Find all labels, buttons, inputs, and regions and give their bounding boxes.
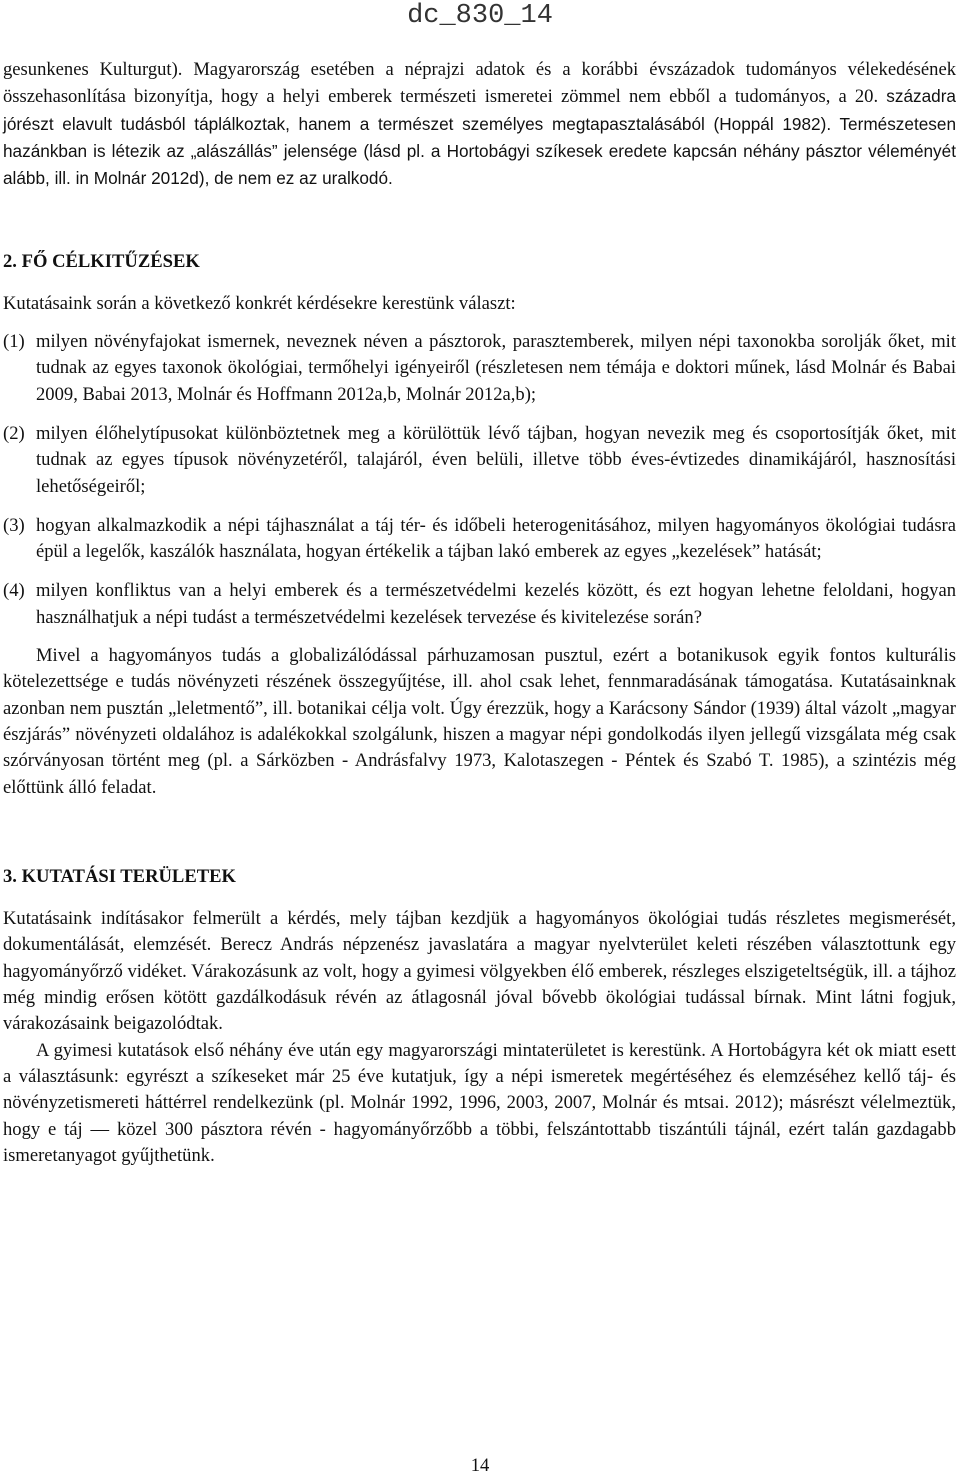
objective-text: hogyan alkalmazkodik a népi tájhasználat a táj tér- és időbeli heterogenitásához, milyen hagyományos ökológiai tudásra épül a legelők, kaszálók használata, hogyan értékelik a tájban lakó emberek az egyes „kezelések” hatását; <box>36 514 956 563</box>
objective-number: (3) <box>3 514 25 536</box>
section-2-heading: 2. FŐ CÉLKITŰZÉSEK <box>3 251 200 273</box>
objective-item-2 <box>3 421 956 500</box>
objective-text: milyen konfliktus van a helyi emberek és a természetvédelmi kezelés között, és ezt hogyan lehetne feloldani, hogyan használhatjuk a népi tudást a természetvédelmi kezelések tervezése és kivitelezése során? <box>36 580 956 628</box>
document-code-header: dc_830_14 <box>407 1 553 31</box>
intro-paragraph <box>3 57 956 192</box>
section-3-heading: 3. KUTATÁSI TERÜLETEK <box>3 865 237 887</box>
objective-item-4 <box>3 578 956 631</box>
section-3-paragraph-2: A gyimesi kutatások első néhány éve után egy magyarországi mintaterületet is kerestünk. A Hortobágyra két ok miatt esett a választásunk: egyrészt a szíkeseket már 25 éve kutatjuk, így a népi ismeretek megértéséhez és elemzéséhez kellő táj- és növényzetismereti háttérrel rendelkezünk (pl. Molnár 1992, 1996, 2003, 2007, Molnár és mtsai. 2012); másrészt vélelmeztük, hogy e táj ― közel 300 pásztora révén - hagyományőrzőbb a többi, felszántottabb tiszántúli tájnál, ezért talán gazdagabb ismeretanyagot gyűjthetünk. <box>3 1039 956 1166</box>
objective-text: milyen élőhelytípusokat különböztetnek meg a körülöttük lévő tájban, hogyan nevezik meg és csoportosítják őket, mit tudnak az egyes típusok növényzetéről, talajáról, éven belüli, illetve több éves-évtizedes dinamikájáról, hasznosítási lehetőségeiről; <box>36 422 956 497</box>
section-2-closing-paragraph: Mivel a hagyományos tudás a globalizálódással párhuzamosan pusztul, ezért a botanikusok egyik fontos kulturális kötelezettsége e tudás növényzeti részének összegyűjtése, ill. ahol csak lehet, fennmaradásának támogatása. Kutatásainknak azonban nem pusztán „leletmentő”, ill. botanikai célja volt. Úgy érezzük, hogy a Karácsony Sándor (1939) által vázolt „magyar észjárás” növényzeti oldalához is adalékokkal szolgálunk, hiszen a magyar népi gondolkodás ilyen jellegű vizsgálata még csak szórványosan történt meg (pl. a Sárközben - Andrásfalvy 1973, Kalotaszegen - Péntek és Szabó T. 1985), a szintézis még előttünk álló feladat. <box>3 645 956 798</box>
section-2-lead: Kutatásaink során a következő konkrét kérdésekre kerestünk választ: <box>3 292 516 314</box>
objective-number: (2) <box>3 422 25 444</box>
objective-number: (4) <box>3 580 25 602</box>
page-body <box>3 57 956 1169</box>
objective-item-3 <box>3 513 956 566</box>
intro-text-part2: századra jórészt elavult tudásból táplálkoztak, hanem a természet személyes megtapasztalásából (Hoppál 1982). Természetesen hazánkban is létezik az „alászállás” jelensége (lásd pl. a Hortobágyi szíkesek eredete kapcsán néhány pásztor véleményét alább, ill. in Molnár 2012d), de nem ez az uralkodó. <box>3 86 956 189</box>
objective-item-1 <box>3 329 956 408</box>
intro-text-part1: gesunkenes Kulturgut). Magyarország esetében a néprajzi adatok és a korábbi évszázadok tudományos vélekedésének összehasonlítása bizonyítja, hogy a helyi emberek természeti ismeretei zömmel nem ebből a tudományos, a 20. <box>3 59 956 108</box>
page-number: 14 <box>470 1455 490 1476</box>
objective-number: (1) <box>3 331 25 353</box>
objective-text: milyen növényfajokat ismernek, neveznek néven a pásztorok, parasztemberek, milyen népi taxonokba sorolják őket, mit tudnak az egyes taxonok ökológiai, termőhelyi igényeiről (részletesen nem témája e doktori műnek, lásd Molnár és Babai 2009, Babai 2013, Molnár és Hoffmann 2012a,b, Molnár 2012a,b); <box>36 331 956 405</box>
section-3-paragraph-1: Kutatásaink indításakor felmerült a kérdés, mely tájban kezdjük a hagyományos ökológiai tudás részletes megismerését, dokumentálását, elemzését. Berecz András népzenész javaslatára a magyar nyelvterület keleti részében választottunk egy hagyományőrző vidéket. Várakozásunk az volt, hogy a gyimesi völgyekben élő emberek, részleges elszigeteltségük, ill. a tájhoz még mindig erősen kötött gazdálkodásuk révén az átlagosnál jóval bővebb ökológiai tudással bírnak. Mint látni fogjuk, várakozásaink beigazolódtak. <box>3 908 956 1035</box>
